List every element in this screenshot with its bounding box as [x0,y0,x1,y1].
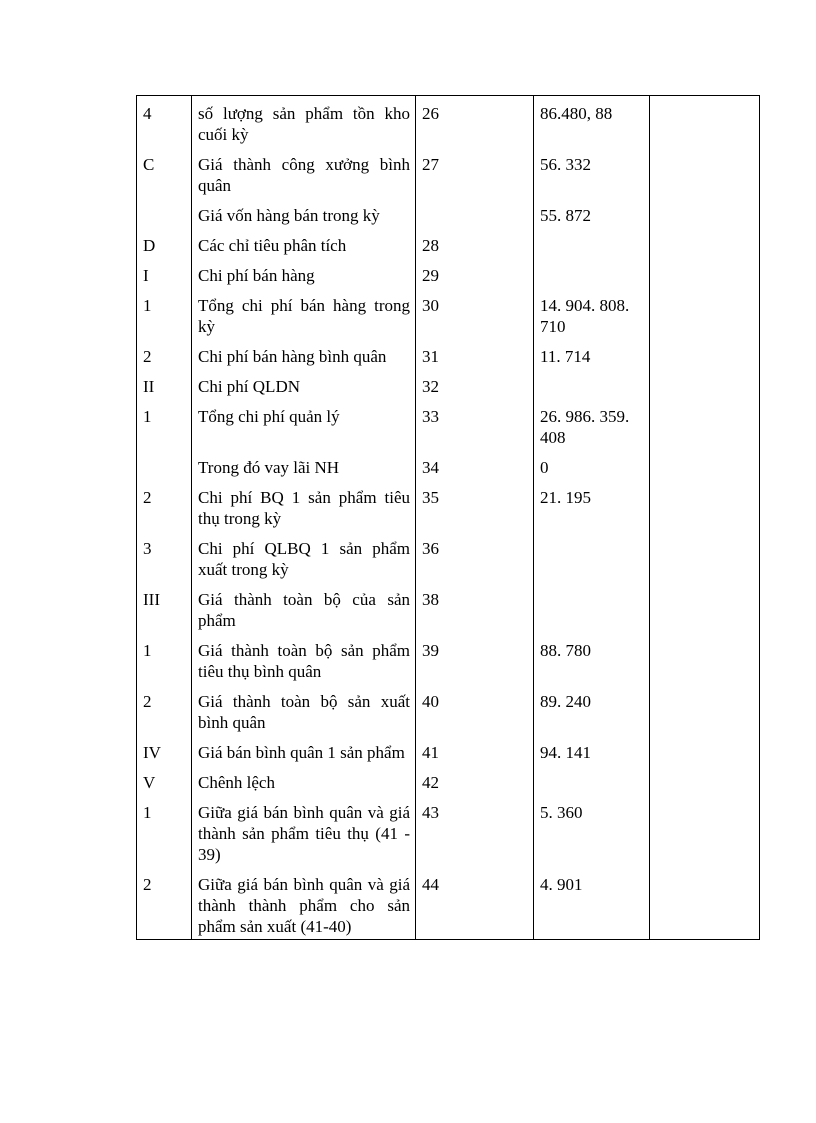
row-description-cell: Chi phí bán hàng [192,258,416,288]
row-value-cell [534,531,650,582]
row-description-cell: Tổng chi phí quản lý [192,399,416,450]
row-value-cell: 55. 872 [534,198,650,228]
row-code-cell [416,198,534,228]
row-note-cell [650,258,760,288]
row-note-cell [650,198,760,228]
row-code-cell: 38 [416,582,534,633]
row-index-cell: 2 [137,867,192,940]
row-index-cell: 1 [137,795,192,867]
row-value-cell: 21. 195 [534,480,650,531]
table-row [137,531,760,582]
row-code-cell: 36 [416,531,534,582]
row-value-cell: 26. 986. 359. 408 [534,399,650,450]
row-description-cell: Trong đó vay lãi NH [192,450,416,480]
row-note-cell [650,96,760,148]
row-note-cell [650,735,760,765]
row-note-cell [650,450,760,480]
table-row [137,735,760,765]
row-value-cell [534,369,650,399]
row-value-cell [534,582,650,633]
row-code-cell: 34 [416,450,534,480]
row-value-cell: 5. 360 [534,795,650,867]
row-note-cell [650,228,760,258]
row-note-cell [650,867,760,940]
table-row [137,339,760,369]
row-index-cell: 1 [137,288,192,339]
table-row [137,480,760,531]
row-code-cell: 41 [416,735,534,765]
row-index-cell: 1 [137,399,192,450]
table-row [137,147,760,198]
row-code-cell: 33 [416,399,534,450]
table-row [137,198,760,228]
row-code-cell: 44 [416,867,534,940]
row-index-cell: II [137,369,192,399]
table-row [137,450,760,480]
row-note-cell [650,765,760,795]
row-code-cell: 26 [416,96,534,148]
row-index-cell: I [137,258,192,288]
row-description-cell: Chi phí QLBQ 1 sản phẩm xuất trong kỳ [192,531,416,582]
row-value-cell [534,258,650,288]
row-note-cell [650,399,760,450]
row-index-cell: 1 [137,633,192,684]
row-value-cell [534,765,650,795]
row-value-cell: 14. 904. 808. 710 [534,288,650,339]
row-value-cell: 0 [534,450,650,480]
row-description-cell: Giá vốn hàng bán trong kỳ [192,198,416,228]
row-index-cell: IV [137,735,192,765]
table-row [137,867,760,940]
row-index-cell [137,198,192,228]
row-note-cell [650,633,760,684]
row-description-cell: Giữa giá bán bình quân và giá thành thành phẩm cho sản phẩm sản xuất (41-40) [192,867,416,940]
row-description-cell: Giữa giá bán bình quân và giá thành sản phẩm tiêu thụ (41 - 39) [192,795,416,867]
row-description-cell: Giá thành toàn bộ sản phẩm tiêu thụ bình quân [192,633,416,684]
row-description-cell: Tổng chi phí bán hàng trong kỳ [192,288,416,339]
row-description-cell: Các chỉ tiêu phân tích [192,228,416,258]
row-description-cell: Chi phí bán hàng bình quân [192,339,416,369]
table-row [137,96,760,148]
row-description-cell: Giá thành toàn bộ sản xuất bình quân [192,684,416,735]
table-row [137,369,760,399]
row-code-cell: 35 [416,480,534,531]
row-description-cell: Giá thành toàn bộ của sản phẩm [192,582,416,633]
table-row [137,765,760,795]
row-index-cell: 2 [137,480,192,531]
row-note-cell [650,684,760,735]
row-index-cell: 3 [137,531,192,582]
row-code-cell: 31 [416,339,534,369]
row-value-cell: 4. 901 [534,867,650,940]
table-row [137,288,760,339]
row-value-cell [534,228,650,258]
table-row [137,228,760,258]
row-description-cell: số lượng sản phẩm tồn kho cuối kỳ [192,96,416,148]
row-index-cell: 2 [137,339,192,369]
table-row [137,795,760,867]
row-note-cell [650,369,760,399]
row-code-cell: 27 [416,147,534,198]
row-value-cell: 89. 240 [534,684,650,735]
row-note-cell [650,339,760,369]
row-description-cell: Chi phí QLDN [192,369,416,399]
row-code-cell: 43 [416,795,534,867]
row-note-cell [650,795,760,867]
row-index-cell: V [137,765,192,795]
table-row [137,399,760,450]
row-index-cell [137,450,192,480]
row-value-cell: 94. 141 [534,735,650,765]
row-value-cell: 86.480, 88 [534,96,650,148]
row-index-cell: C [137,147,192,198]
table-row [137,582,760,633]
row-index-cell: 4 [137,96,192,148]
row-description-cell: Chênh lệch [192,765,416,795]
row-code-cell: 29 [416,258,534,288]
row-note-cell [650,288,760,339]
table-row [137,258,760,288]
row-index-cell: 2 [137,684,192,735]
row-value-cell: 56. 332 [534,147,650,198]
row-value-cell: 88. 780 [534,633,650,684]
row-note-cell [650,480,760,531]
row-code-cell: 39 [416,633,534,684]
row-code-cell: 32 [416,369,534,399]
row-value-cell: 11. 714 [534,339,650,369]
row-code-cell: 30 [416,288,534,339]
row-index-cell: D [137,228,192,258]
row-code-cell: 40 [416,684,534,735]
table-row [137,684,760,735]
row-description-cell: Giá bán bình quân 1 sản phẩm [192,735,416,765]
row-code-cell: 42 [416,765,534,795]
table-row [137,633,760,684]
row-code-cell: 28 [416,228,534,258]
row-index-cell: III [137,582,192,633]
row-note-cell [650,147,760,198]
report-table-body [137,96,760,940]
row-note-cell [650,531,760,582]
row-note-cell [650,582,760,633]
row-description-cell: Giá thành công xưởng bình quân [192,147,416,198]
row-description-cell: Chi phí BQ 1 sản phẩm tiêu thụ trong kỳ [192,480,416,531]
report-table [136,95,760,940]
